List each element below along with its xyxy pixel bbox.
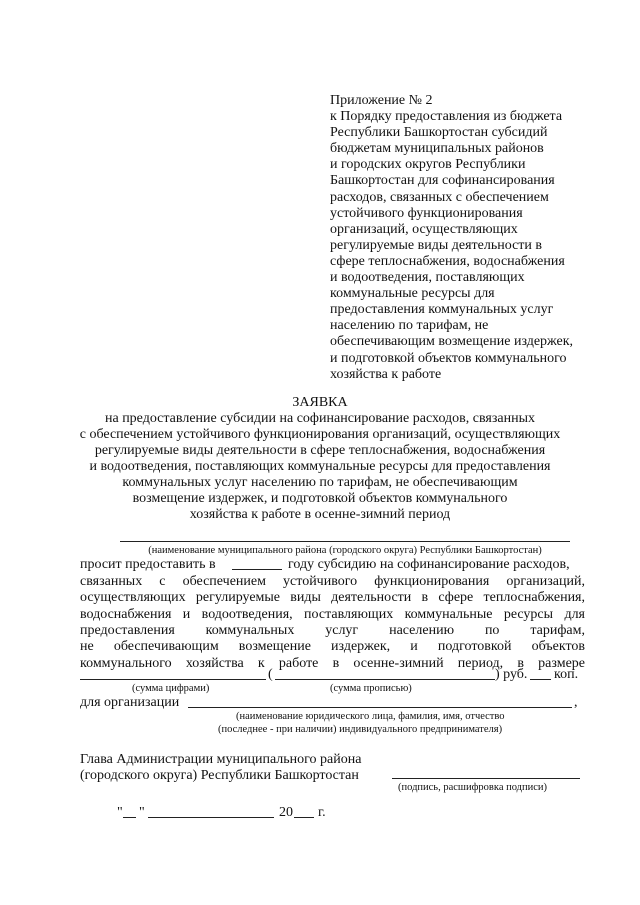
body-line-1b: году субсидию на софинансирование расходов,	[288, 557, 570, 572]
appendix-line: и водоотведения, поставляющих	[330, 270, 525, 285]
body-line-1a: просит предоставить в	[80, 557, 216, 572]
appendix-line: хозяйства к работе	[330, 366, 442, 382]
kopecks-blank[interactable]	[530, 679, 551, 680]
sum-digits-caption: (сумма цифрами)	[132, 683, 210, 694]
title-line: на предоставление субсидии на софинансирование расходов, связанных	[104, 411, 535, 426]
document-title: ЗАЯВКА	[292, 395, 348, 410]
date-year-prefix: 20	[279, 805, 293, 820]
title-line: возмещение издержек, и подготовкой объектов коммунального	[132, 491, 508, 506]
signature-caption: (подпись, расшифровка подписи)	[398, 782, 548, 793]
sum-words-line[interactable]	[275, 679, 495, 680]
body-line: не обеспечивающим возмещение издержек, и подготовкой объектов	[80, 639, 585, 655]
applicant-name-line[interactable]	[120, 541, 570, 542]
date-quote-close: "	[139, 805, 145, 820]
appendix-line: предоставления коммунальных услуг	[330, 302, 554, 318]
appendix-line: устойчивого функционирования	[330, 205, 523, 221]
title-line: и водоотведения, поставляющих коммунальные ресурсы для предоставления	[89, 459, 551, 474]
date-year-blank[interactable]	[294, 817, 314, 818]
appendix-line: коммунальные ресурсы для	[330, 286, 495, 302]
year-blank[interactable]	[232, 569, 282, 570]
title-line: с обеспечением устойчивого функционирования организаций, осуществляющих	[79, 427, 561, 442]
date-day-blank[interactable]	[123, 817, 136, 818]
appendix-line: и подготовкой объектов коммунального	[330, 350, 567, 366]
appendix-line: Республики Башкортостан субсидий	[330, 125, 548, 141]
organization-name-line[interactable]	[188, 707, 572, 708]
appendix-line: и городских округов Республики	[330, 157, 526, 173]
body-line: предоставления коммунальных услуг населению по тарифам,	[80, 622, 585, 638]
appendix-line: к Порядку предоставления из бюджета	[330, 109, 563, 124]
appendix-line: обеспечивающим возмещение издержек,	[330, 334, 574, 350]
body-line: водоснабжения и водоотведения, поставляющих коммунальные ресурсы для	[80, 606, 585, 622]
appendix-line: бюджетам муниципальных районов	[330, 141, 544, 157]
signature-line[interactable]	[392, 778, 580, 779]
head-title-line-1: Глава Администрации муниципального района	[80, 752, 362, 767]
organization-caption-2: (последнее - при наличии) индивидуального предпринимателя)	[218, 724, 503, 735]
date-year-suffix: г.	[318, 805, 326, 820]
appendix-line: населению по тарифам, не	[330, 318, 489, 334]
appendix-line: Башкортостан для софинансирования	[330, 173, 555, 189]
appendix-line: расходов, связанных с обеспечением	[330, 189, 549, 205]
applicant-name-caption: (наименование муниципального района (городского округа) Республики Башкортостан)	[148, 545, 542, 556]
body-line: связанных с обеспечением устойчивого функционирования организаций,	[80, 574, 585, 589]
organization-caption-1: (наименование юридического лица, фамилия, имя, отчество	[236, 711, 505, 722]
appendix-line: регулируемые виды деятельности в	[330, 237, 543, 253]
appendix-number: Приложение № 2	[330, 93, 433, 108]
sum-words-caption: (сумма прописью)	[330, 683, 412, 694]
head-title-line-2: (городского округа) Республики Башкортостан	[80, 768, 359, 783]
title-line: коммунальных услуг населению по тарифам, не обеспечивающим	[122, 475, 518, 490]
sum-digits-line[interactable]	[80, 679, 266, 680]
date-quote-open: "	[117, 805, 123, 820]
body-line: осуществляющих регулируемые виды деятельности в сфере теплоснабжения,	[80, 590, 585, 606]
appendix-line: сфере теплоснабжения, водоснабжения	[330, 253, 565, 269]
appendix-line: организаций, осуществляющих	[330, 221, 518, 237]
title-line: регулируемые виды деятельности в сфере теплоснабжения, водоснабжения	[94, 443, 546, 458]
organization-comma: ,	[574, 695, 578, 710]
sum-currency-rub: ) руб.	[495, 667, 528, 682]
organization-label: для организации	[80, 695, 180, 710]
date-month-blank[interactable]	[148, 817, 274, 818]
sum-open-paren: (	[268, 667, 273, 682]
kopecks-label: коп.	[554, 667, 579, 682]
body-line: коммунального хозяйства к работе в осенне-зимний период, в размере	[80, 655, 585, 671]
title-line: хозяйства к работе в осенне-зимний период	[189, 507, 451, 522]
